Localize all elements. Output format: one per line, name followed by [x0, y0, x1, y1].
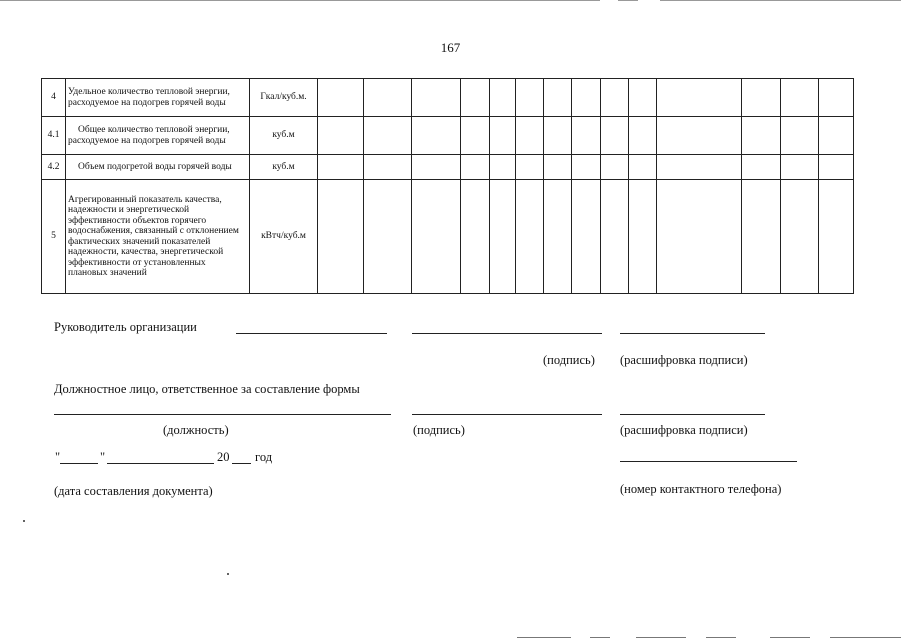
- value-cell: [742, 180, 781, 294]
- bottom-edge-line: [590, 637, 610, 638]
- value-cell: [742, 79, 781, 117]
- value-cell: [601, 79, 629, 117]
- decoding-caption: (расшифровка подписи): [620, 353, 748, 367]
- value-cell: [572, 79, 601, 117]
- row-number: 4.2: [42, 155, 66, 180]
- value-cell: [364, 117, 412, 155]
- value-cell: [516, 117, 544, 155]
- top-edge-line: [0, 0, 600, 1]
- head-label: Руководитель организации: [54, 320, 197, 334]
- value-cell: [601, 155, 629, 180]
- date-quote-open: ": [55, 450, 61, 464]
- value-cell: [544, 79, 572, 117]
- value-cell: [412, 79, 461, 117]
- value-cell: [742, 117, 781, 155]
- head-signature-line: [412, 333, 602, 334]
- value-cell: [318, 155, 364, 180]
- value-cell: [364, 155, 412, 180]
- value-cell: [318, 79, 364, 117]
- date-year-line: [232, 463, 251, 464]
- value-cell: [572, 180, 601, 294]
- value-cell: [629, 79, 657, 117]
- date-day-line: [60, 463, 98, 464]
- unit-cell: куб.м: [250, 117, 318, 155]
- date-year-suffix: год: [255, 450, 273, 464]
- value-cell: [657, 79, 742, 117]
- value-cell: [516, 180, 544, 294]
- value-cell: [781, 180, 819, 294]
- value-cell: [544, 117, 572, 155]
- bottom-edge-line: [770, 637, 810, 638]
- date-year-prefix: 20: [217, 450, 230, 464]
- date-caption: (дата составления документа): [54, 484, 213, 498]
- value-cell: [572, 117, 601, 155]
- indicator-name: Объем подогретой воды горячей воды: [66, 155, 250, 180]
- value-cell: [490, 180, 516, 294]
- value-cell: [819, 79, 854, 117]
- table-row: [42, 117, 854, 155]
- value-cell: [412, 180, 461, 294]
- table-row: [42, 180, 854, 294]
- value-cell: [364, 79, 412, 117]
- head-position-line: [236, 333, 387, 334]
- top-edge-line-far-right: [660, 0, 901, 1]
- official-decoding-line: [620, 414, 765, 415]
- head-decoding-line: [620, 333, 765, 334]
- value-cell: [819, 180, 854, 294]
- value-cell: [516, 79, 544, 117]
- bottom-edge-line: [830, 637, 901, 638]
- phone-line: [620, 461, 797, 462]
- indicator-name: Общее количество тепловой энергии, расходуемое на подогрев горячей воды: [66, 117, 250, 155]
- value-cell: [819, 155, 854, 180]
- unit-cell: кВтч/куб.м: [250, 180, 318, 294]
- value-cell: [629, 180, 657, 294]
- table-row: [42, 155, 854, 180]
- value-cell: [544, 180, 572, 294]
- value-cell: [516, 155, 544, 180]
- official-signature-line: [412, 414, 602, 415]
- date-month-line: [107, 463, 214, 464]
- decoding-caption-2: (расшифровка подписи): [620, 423, 748, 437]
- value-cell: [490, 155, 516, 180]
- official-position-line: [54, 414, 391, 415]
- bottom-edge-line: [517, 637, 571, 638]
- value-cell: [412, 117, 461, 155]
- value-cell: [461, 79, 490, 117]
- table-row: [42, 79, 854, 117]
- signature-caption: (подпись): [543, 353, 595, 367]
- value-cell: [318, 117, 364, 155]
- value-cell: [781, 155, 819, 180]
- value-cell: [544, 155, 572, 180]
- value-cell: [572, 155, 601, 180]
- value-cell: [781, 117, 819, 155]
- scan-speck: [23, 520, 25, 522]
- indicator-name: Агрегированный показатель качества, надежности и энергетической эффективности объектов горячего водоснабжения, связанный с отклонением фактических значений показателей надежности, качества, энергетической эффективности от установленных плановых значений: [66, 180, 250, 294]
- row-number: 4.1: [42, 117, 66, 155]
- row-number: 4: [42, 79, 66, 117]
- value-cell: [781, 79, 819, 117]
- row-number: 5: [42, 180, 66, 294]
- value-cell: [819, 117, 854, 155]
- value-cell: [490, 117, 516, 155]
- unit-cell: куб.м: [250, 155, 318, 180]
- official-label: Должностное лицо, ответственное за составление формы: [54, 382, 360, 396]
- value-cell: [657, 180, 742, 294]
- value-cell: [490, 79, 516, 117]
- top-edge-line-right: [618, 0, 638, 1]
- scan-speck: [227, 573, 229, 575]
- value-cell: [461, 117, 490, 155]
- bottom-edge-line: [636, 637, 686, 638]
- bottom-edge-line: [706, 637, 736, 638]
- value-cell: [742, 155, 781, 180]
- position-caption: (должность): [163, 423, 229, 437]
- value-cell: [461, 155, 490, 180]
- value-cell: [364, 180, 412, 294]
- value-cell: [601, 180, 629, 294]
- value-cell: [318, 180, 364, 294]
- signature-caption-2: (подпись): [413, 423, 465, 437]
- value-cell: [657, 117, 742, 155]
- page-number: 167: [440, 40, 461, 55]
- value-cell: [601, 117, 629, 155]
- value-cell: [412, 155, 461, 180]
- value-cell: [461, 180, 490, 294]
- date-quote-close: ": [100, 450, 106, 464]
- indicator-table: [41, 78, 854, 294]
- value-cell: [629, 155, 657, 180]
- unit-cell: Гкал/куб.м.: [250, 79, 318, 117]
- value-cell: [657, 155, 742, 180]
- value-cell: [629, 117, 657, 155]
- indicator-name: Удельное количество тепловой энергии, расходуемое на подогрев горячей воды: [66, 79, 250, 117]
- phone-caption: (номер контактного телефона): [620, 482, 782, 496]
